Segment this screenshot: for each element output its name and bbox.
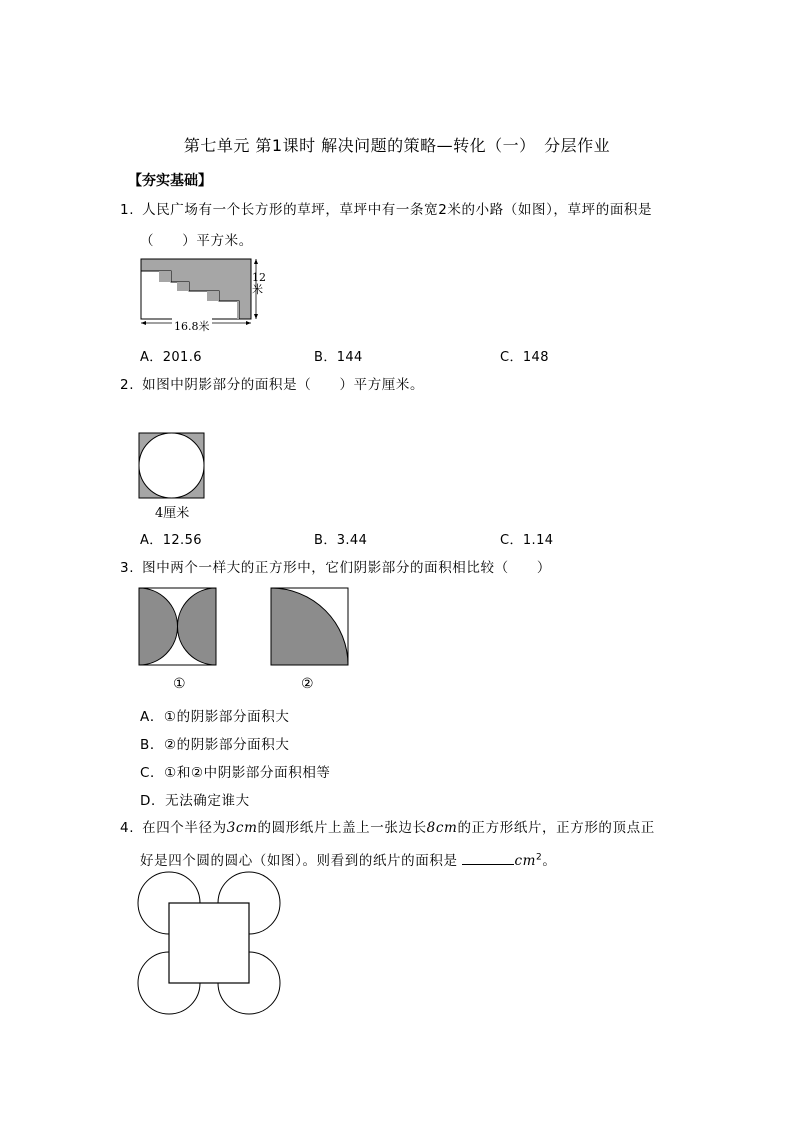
question-number: 4.: [120, 820, 135, 836]
option-a[interactable]: A．①的阴影部分面积大: [140, 709, 290, 725]
option-b[interactable]: B．3.44: [314, 533, 368, 548]
side-length-label: 4厘米: [155, 506, 190, 521]
question-4-continuation: [140, 849, 556, 869]
figure-2-label: ②: [301, 676, 314, 692]
height-label: 12 米: [252, 271, 266, 296]
option-d[interactable]: D．无法确定谁大: [140, 793, 250, 809]
question-text: 的圆形纸片上盖上一张边长: [257, 820, 427, 836]
unit: cm: [514, 853, 537, 869]
option-a[interactable]: A．12.56: [140, 533, 202, 548]
radius-value: 3: [226, 820, 236, 836]
option-a[interactable]: A．201.6: [140, 350, 202, 365]
question-text: 好是四个圆的圆心（如图）。则看到的纸片的面积是: [140, 853, 458, 869]
punctuation: 。: [542, 853, 557, 869]
figure-1-label: ①: [173, 676, 186, 692]
option-b[interactable]: B．②的阴影部分面积大: [140, 737, 290, 753]
question-3: [120, 554, 551, 582]
question-4: [120, 814, 655, 842]
question-2: [120, 371, 424, 399]
unit: cm: [235, 820, 258, 836]
option-c[interactable]: C．1.14: [500, 533, 554, 548]
question-number: 1.: [120, 202, 135, 218]
exponent: 2: [536, 852, 543, 863]
page-title: 第七单元 第1课时 解决问题的策略—转化（一） 分层作业: [183, 136, 611, 155]
question-1: [120, 196, 652, 224]
question-number: 2.: [120, 377, 135, 393]
question-text: 在四个半径为: [142, 820, 227, 836]
width-label: 16.8米: [174, 320, 210, 333]
question-1-continuation: （ ）平方米。: [140, 233, 253, 249]
option-c[interactable]: C．①和②中阴影部分面积相等: [140, 765, 331, 781]
quarter-circle-figure: [270, 587, 350, 667]
option-b[interactable]: B．144: [314, 350, 363, 365]
question-number: 3.: [120, 560, 135, 576]
question-text: 图中两个一样大的正方形中，它们阴影部分的面积相比较（ ）: [142, 560, 551, 576]
section-heading: 【夯实基础】: [128, 173, 212, 189]
square-circle-figure: [138, 432, 206, 500]
half-circles-figure: [138, 587, 218, 667]
four-circles-square-figure: [136, 870, 282, 1016]
unit: cm: [435, 820, 458, 836]
question-text: 如图中阴影部分的面积是（ ）平方厘米。: [142, 377, 425, 393]
question-text: 的正方形纸片，正方形的顶点正: [457, 820, 655, 836]
side-value: 8: [426, 820, 436, 836]
question-text: 人民广场有一个长方形的草坪，草坪中有一条宽2米的小路（如图），草坪的面积是: [142, 202, 653, 218]
option-c[interactable]: C．148: [500, 350, 549, 365]
answer-blank[interactable]: [462, 852, 514, 865]
